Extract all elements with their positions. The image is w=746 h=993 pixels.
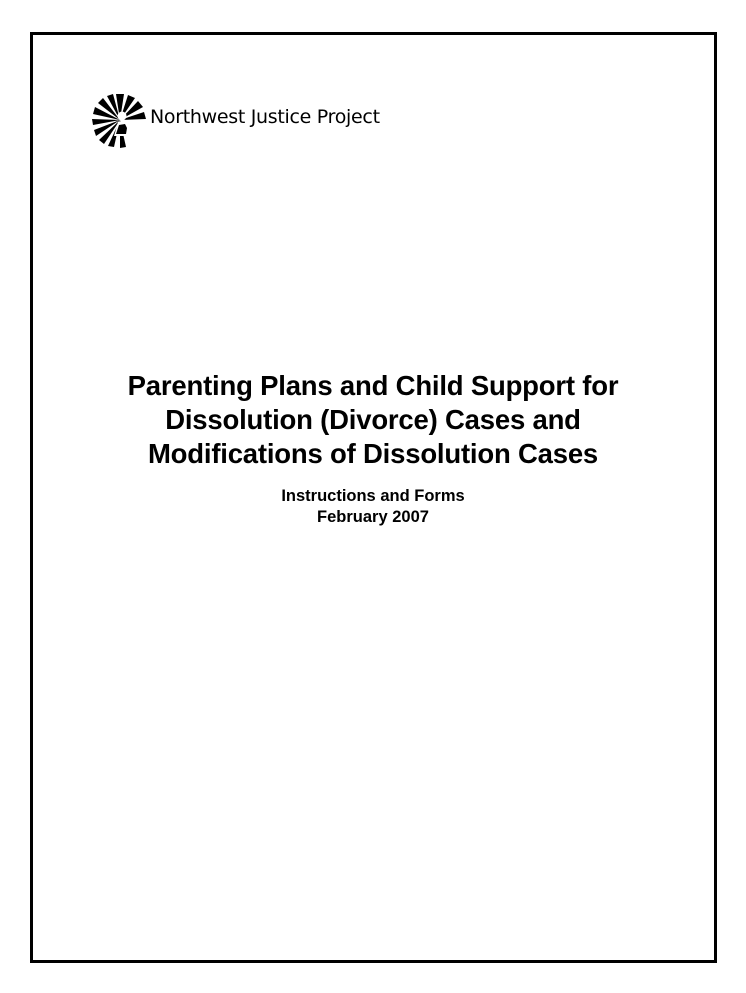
document-title <box>40 369 706 471</box>
subtitle-line-1: Instructions and Forms <box>281 487 465 505</box>
title-line-3: Modifications of Dissolution Cases <box>147 438 599 469</box>
organization-logo <box>92 92 380 148</box>
title-line-2: Dissolution (Divorce) Cases and <box>165 404 581 435</box>
publication-date: February 2007 <box>317 508 429 526</box>
document-subtitle <box>40 486 706 528</box>
organization-name: Northwest Justice Project <box>150 106 380 128</box>
sunburst-figure-icon <box>92 92 148 148</box>
title-line-1: Parenting Plans and Child Support for <box>127 370 619 401</box>
